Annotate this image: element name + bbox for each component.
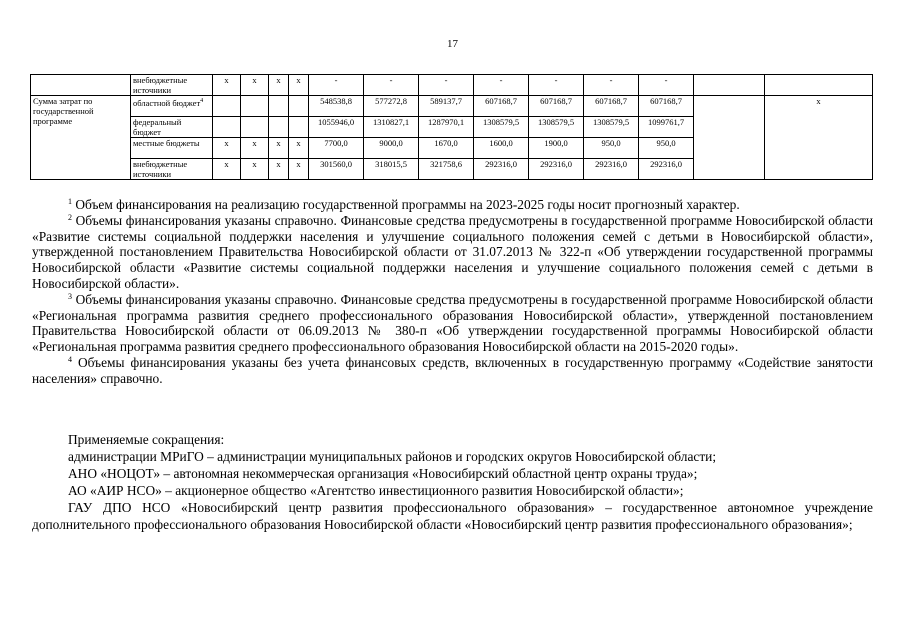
value-cell: 1287970,1 [419,117,474,138]
value-cell: 292316,0 [584,159,639,180]
value-cell: 1055946,0 [309,117,364,138]
value-cell: 548538,8 [309,96,364,117]
mark-cell: x [213,138,241,159]
footnote [32,197,873,213]
mark-cell [269,117,289,138]
mark-cell: x [289,138,309,159]
value-cell: 1308579,5 [529,117,584,138]
mark-cell: x [241,75,269,96]
value-cell: 9000,0 [364,138,419,159]
value-cell: - [529,75,584,96]
value-cell: 607168,7 [584,96,639,117]
footnote-text: Объемы финансирования указаны справочно. Финансовые средства предусмотрены в государственной программе Новосибирской области «Развитие системы социальной поддержки населения и улучшение социального положения семей с детьми в Новосибирской области», утвержденной постановлением Правительства Новосибирской области от 31.07.2013 № 322-п «Об утверждении государственной программы Новосибирской области «Развитие системы социальной поддержки населения и улучшение социального положения семей с детьми в Новосибирской области». [32,212,873,291]
empty-cell [765,75,873,96]
group-mark: x [765,96,873,180]
value-cell: 1670,0 [419,138,474,159]
value-cell: 318015,5 [364,159,419,180]
mark-cell [241,96,269,117]
group-label: Сумма затрат по государственной программе [31,96,131,180]
value-cell: - [639,75,694,96]
value-cell: 607168,7 [474,96,529,117]
table-row [31,96,873,117]
footnotes [32,197,873,387]
mark-cell: x [269,159,289,180]
footnote-ref: 4 [200,98,204,104]
mark-cell: x [213,159,241,180]
value-cell: 1308579,5 [474,117,529,138]
value-cell: 292316,0 [639,159,694,180]
mark-cell [213,117,241,138]
page-number: 17 [447,38,458,50]
value-cell: 292316,0 [529,159,584,180]
value-cell: 1900,0 [529,138,584,159]
footnote-text: Объем финансирования на реализацию государственной программы на 2023-2025 годы носит прогнозный характер. [72,197,740,212]
value-cell: 1310827,1 [364,117,419,138]
mark-cell: x [289,159,309,180]
mark-cell: x [213,75,241,96]
value-cell: 292316,0 [474,159,529,180]
abbreviation-item: ГАУ ДПО НСО «Новосибирский центр развития профессионального образования» – государственное автономное учреждение дополнительного профессионального образования Новосибирской области «Новосибирский центр развития профессионального образования»; [32,500,873,532]
value-cell: 321758,6 [419,159,474,180]
footnote-text: Объемы финансирования указаны справочно. Финансовые средства предусмотрены в государственной программе Новосибирской области «Региональная программа развития среднего профессионального образования Новосибирской области», утвержденной постановлением Правительства Новосибирской области от 06.09.2013 № 380-п «Об утверждении государственной программы Новосибирской области «Региональная программа развития среднего профессионального образования Новосибирской области на 2015-2020 годы». [32,291,873,355]
mark-cell [269,96,289,117]
value-cell: 301560,0 [309,159,364,180]
source-cell: местные бюджеты [131,138,213,159]
abbreviation-item: АО «АИР НСО» – акционерное общество «Агентство инвестиционного развития Новосибирской области»; [68,483,684,498]
mark-cell: x [241,138,269,159]
label-cell [31,75,131,96]
value-cell: 577272,8 [364,96,419,117]
value-cell: 950,0 [584,138,639,159]
mark-cell [241,117,269,138]
mark-cell: x [269,138,289,159]
abbreviation-item: администрации МРиГО – администрации муниципальных районов и городских округов Новосибирской области; [68,449,717,464]
footnote-text: Объемы финансирования указаны без учета финансовых средств, включенных в государственную программу «Содействие занятости населения» справочно. [32,354,873,386]
source-cell: федеральный бюджет [131,117,213,138]
mark-cell [289,96,309,117]
value-cell: 607168,7 [639,96,694,117]
table-body [31,75,873,180]
footnote [32,355,873,387]
empty-cell [694,96,765,180]
footnote [32,213,873,292]
financing-table [30,74,873,180]
value-cell: 1308579,5 [584,117,639,138]
value-cell: 7700,0 [309,138,364,159]
value-cell: - [584,75,639,96]
value-cell: - [419,75,474,96]
value-cell: - [474,75,529,96]
mark-cell [213,96,241,117]
table-row [31,75,873,96]
footnote-number: 3 [68,291,72,301]
mark-cell: x [289,75,309,96]
footnote [32,292,873,355]
source-cell: внебюджетные источники [131,75,213,96]
value-cell: 607168,7 [529,96,584,117]
value-cell: - [364,75,419,96]
abbreviation-item: АНО «НОЦОТ» – автономная некоммерческая организация «Новосибирский областной центр охраны труда»; [68,466,698,481]
footnote-number: 2 [68,212,72,222]
source-cell: областной бюджет$^4$ [131,96,213,117]
value-cell: 1099761,7 [639,117,694,138]
empty-cell [694,75,765,96]
mark-cell [289,117,309,138]
abbreviations-heading: Применяемые сокращения: [68,432,225,447]
value-cell: 950,0 [639,138,694,159]
abbreviations-section [32,431,873,533]
source-cell: внебюджетные источники [131,159,213,180]
mark-cell: x [241,159,269,180]
value-cell: - [309,75,364,96]
value-cell: 1600,0 [474,138,529,159]
footnote-number: 4 [68,354,72,364]
mark-cell: x [269,75,289,96]
footnote-number: 1 [68,197,72,206]
value-cell: 589137,7 [419,96,474,117]
